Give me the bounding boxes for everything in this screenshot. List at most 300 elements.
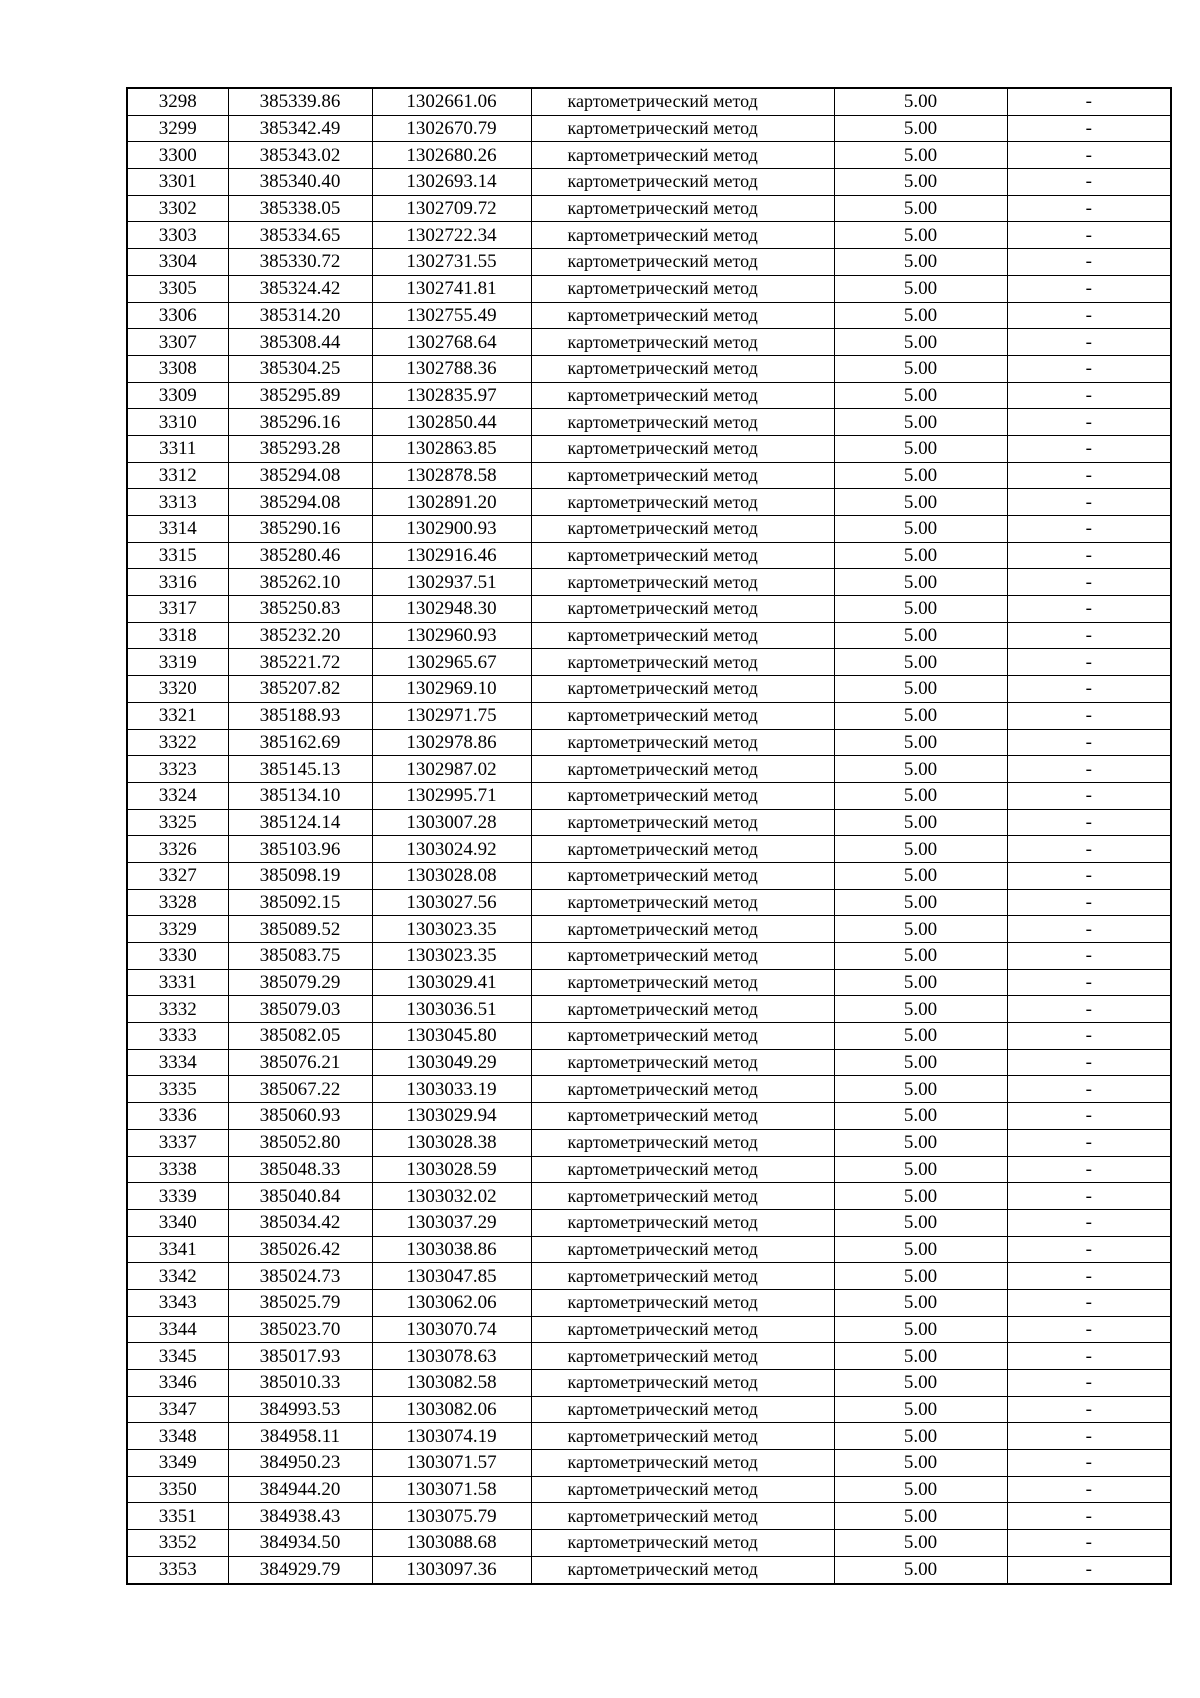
method-cell: картометрический метод — [531, 1450, 834, 1477]
y-coordinate-cell: 1303029.94 — [372, 1103, 531, 1130]
y-coordinate-cell: 1302916.46 — [372, 542, 531, 569]
method-cell: картометрический метод — [531, 809, 834, 836]
point-number-cell: 3310 — [127, 409, 228, 436]
table-row — [127, 489, 1171, 516]
accuracy-cell: 5.00 — [834, 1236, 1007, 1263]
x-coordinate-cell: 385067.22 — [228, 1076, 372, 1103]
method-cell: картометрический метод — [531, 355, 834, 382]
table-row — [127, 889, 1171, 916]
method-cell: картометрический метод — [531, 569, 834, 596]
method-cell: картометрический метод — [531, 462, 834, 489]
method-cell: картометрический метод — [531, 409, 834, 436]
point-number-cell: 3319 — [127, 649, 228, 676]
table-row — [127, 542, 1171, 569]
x-coordinate-cell: 385295.89 — [228, 382, 372, 409]
method-cell: картометрический метод — [531, 1476, 834, 1503]
point-number-cell: 3350 — [127, 1476, 228, 1503]
x-coordinate-cell: 385262.10 — [228, 569, 372, 596]
x-coordinate-cell: 385338.05 — [228, 195, 372, 222]
accuracy-cell: 5.00 — [834, 1289, 1007, 1316]
x-coordinate-cell: 385092.15 — [228, 889, 372, 916]
description-cell: - — [1007, 1103, 1171, 1130]
point-number-cell: 3326 — [127, 836, 228, 863]
y-coordinate-cell: 1302978.86 — [372, 729, 531, 756]
y-coordinate-cell: 1302969.10 — [372, 676, 531, 703]
table-row — [127, 622, 1171, 649]
table-row — [127, 1289, 1171, 1316]
coordinates-table — [126, 87, 1172, 1585]
x-coordinate-cell: 385188.93 — [228, 702, 372, 729]
table-row — [127, 1530, 1171, 1557]
accuracy-cell: 5.00 — [834, 943, 1007, 970]
description-cell: - — [1007, 516, 1171, 543]
method-cell: картометрический метод — [531, 969, 834, 996]
point-number-cell: 3339 — [127, 1183, 228, 1210]
x-coordinate-cell: 385076.21 — [228, 1049, 372, 1076]
accuracy-cell: 5.00 — [834, 1156, 1007, 1183]
y-coordinate-cell: 1303023.35 — [372, 943, 531, 970]
accuracy-cell: 5.00 — [834, 1503, 1007, 1530]
point-number-cell: 3323 — [127, 756, 228, 783]
accuracy-cell: 5.00 — [834, 996, 1007, 1023]
table-row — [127, 569, 1171, 596]
accuracy-cell: 5.00 — [834, 222, 1007, 249]
y-coordinate-cell: 1303049.29 — [372, 1049, 531, 1076]
description-cell: - — [1007, 729, 1171, 756]
y-coordinate-cell: 1302891.20 — [372, 489, 531, 516]
table-row — [127, 969, 1171, 996]
method-cell: картометрический метод — [531, 676, 834, 703]
table-row — [127, 649, 1171, 676]
point-number-cell: 3342 — [127, 1263, 228, 1290]
description-cell: - — [1007, 195, 1171, 222]
table-row — [127, 329, 1171, 356]
point-number-cell: 3330 — [127, 943, 228, 970]
accuracy-cell: 5.00 — [834, 862, 1007, 889]
method-cell: картометрический метод — [531, 1183, 834, 1210]
y-coordinate-cell: 1302960.93 — [372, 622, 531, 649]
description-cell: - — [1007, 169, 1171, 196]
x-coordinate-cell: 384950.23 — [228, 1450, 372, 1477]
method-cell: картометрический метод — [531, 275, 834, 302]
x-coordinate-cell: 385060.93 — [228, 1103, 372, 1130]
accuracy-cell: 5.00 — [834, 435, 1007, 462]
x-coordinate-cell: 384938.43 — [228, 1503, 372, 1530]
method-cell: картометрический метод — [531, 195, 834, 222]
method-cell: картометрический метод — [531, 649, 834, 676]
table-row — [127, 462, 1171, 489]
method-cell: картометрический метод — [531, 889, 834, 916]
y-coordinate-cell: 1303097.36 — [372, 1556, 531, 1583]
table-row — [127, 1370, 1171, 1397]
x-coordinate-cell: 384958.11 — [228, 1423, 372, 1450]
description-cell: - — [1007, 862, 1171, 889]
table-row — [127, 1183, 1171, 1210]
method-cell: картометрический метод — [531, 542, 834, 569]
method-cell: картометрический метод — [531, 1263, 834, 1290]
description-cell: - — [1007, 1423, 1171, 1450]
y-coordinate-cell: 1303007.28 — [372, 809, 531, 836]
accuracy-cell: 5.00 — [834, 1076, 1007, 1103]
description-cell: - — [1007, 1236, 1171, 1263]
accuracy-cell: 5.00 — [834, 115, 1007, 142]
x-coordinate-cell: 385294.08 — [228, 489, 372, 516]
point-number-cell: 3325 — [127, 809, 228, 836]
y-coordinate-cell: 1302863.85 — [372, 435, 531, 462]
table-row — [127, 1343, 1171, 1370]
method-cell: картометрический метод — [531, 1530, 834, 1557]
description-cell: - — [1007, 676, 1171, 703]
point-number-cell: 3317 — [127, 596, 228, 623]
description-cell: - — [1007, 1023, 1171, 1050]
y-coordinate-cell: 1302788.36 — [372, 355, 531, 382]
x-coordinate-cell: 385314.20 — [228, 302, 372, 329]
point-number-cell: 3313 — [127, 489, 228, 516]
x-coordinate-cell: 385339.86 — [228, 88, 372, 115]
coordinates-table-body — [127, 88, 1171, 1584]
x-coordinate-cell: 385103.96 — [228, 836, 372, 863]
method-cell: картометрический метод — [531, 1370, 834, 1397]
x-coordinate-cell: 385079.29 — [228, 969, 372, 996]
description-cell: - — [1007, 889, 1171, 916]
accuracy-cell: 5.00 — [834, 542, 1007, 569]
accuracy-cell: 5.00 — [834, 489, 1007, 516]
y-coordinate-cell: 1303036.51 — [372, 996, 531, 1023]
description-cell: - — [1007, 489, 1171, 516]
table-row — [127, 1556, 1171, 1583]
description-cell: - — [1007, 836, 1171, 863]
table-row — [127, 1103, 1171, 1130]
table-row — [127, 355, 1171, 382]
method-cell: картометрический метод — [531, 1023, 834, 1050]
method-cell: картометрический метод — [531, 1289, 834, 1316]
x-coordinate-cell: 385124.14 — [228, 809, 372, 836]
x-coordinate-cell: 385250.83 — [228, 596, 372, 623]
x-coordinate-cell: 385079.03 — [228, 996, 372, 1023]
description-cell: - — [1007, 409, 1171, 436]
table-row — [127, 862, 1171, 889]
method-cell: картометрический метод — [531, 222, 834, 249]
x-coordinate-cell: 385017.93 — [228, 1343, 372, 1370]
y-coordinate-cell: 1303088.68 — [372, 1530, 531, 1557]
point-number-cell: 3324 — [127, 782, 228, 809]
point-number-cell: 3349 — [127, 1450, 228, 1477]
table-row — [127, 1129, 1171, 1156]
accuracy-cell: 5.00 — [834, 516, 1007, 543]
x-coordinate-cell: 385089.52 — [228, 916, 372, 943]
y-coordinate-cell: 1302670.79 — [372, 115, 531, 142]
description-cell: - — [1007, 1396, 1171, 1423]
y-coordinate-cell: 1303033.19 — [372, 1076, 531, 1103]
method-cell: картометрический метод — [531, 1236, 834, 1263]
description-cell: - — [1007, 622, 1171, 649]
y-coordinate-cell: 1303062.06 — [372, 1289, 531, 1316]
y-coordinate-cell: 1302900.93 — [372, 516, 531, 543]
method-cell: картометрический метод — [531, 702, 834, 729]
point-number-cell: 3333 — [127, 1023, 228, 1050]
description-cell: - — [1007, 275, 1171, 302]
point-number-cell: 3353 — [127, 1556, 228, 1583]
x-coordinate-cell: 385052.80 — [228, 1129, 372, 1156]
point-number-cell: 3331 — [127, 969, 228, 996]
table-row — [127, 169, 1171, 196]
table-row — [127, 516, 1171, 543]
accuracy-cell: 5.00 — [834, 1209, 1007, 1236]
y-coordinate-cell: 1302722.34 — [372, 222, 531, 249]
y-coordinate-cell: 1303071.58 — [372, 1476, 531, 1503]
accuracy-cell: 5.00 — [834, 462, 1007, 489]
accuracy-cell: 5.00 — [834, 676, 1007, 703]
table-row — [127, 702, 1171, 729]
table-row — [127, 1396, 1171, 1423]
accuracy-cell: 5.00 — [834, 1396, 1007, 1423]
point-number-cell: 3336 — [127, 1103, 228, 1130]
x-coordinate-cell: 384934.50 — [228, 1530, 372, 1557]
x-coordinate-cell: 385082.05 — [228, 1023, 372, 1050]
accuracy-cell: 5.00 — [834, 1183, 1007, 1210]
accuracy-cell: 5.00 — [834, 622, 1007, 649]
description-cell: - — [1007, 1343, 1171, 1370]
table-row — [127, 596, 1171, 623]
accuracy-cell: 5.00 — [834, 355, 1007, 382]
table-row — [127, 1049, 1171, 1076]
y-coordinate-cell: 1302731.55 — [372, 249, 531, 276]
accuracy-cell: 5.00 — [834, 1476, 1007, 1503]
description-cell: - — [1007, 222, 1171, 249]
accuracy-cell: 5.00 — [834, 756, 1007, 783]
y-coordinate-cell: 1302755.49 — [372, 302, 531, 329]
accuracy-cell: 5.00 — [834, 1023, 1007, 1050]
y-coordinate-cell: 1303082.58 — [372, 1370, 531, 1397]
x-coordinate-cell: 385024.73 — [228, 1263, 372, 1290]
x-coordinate-cell: 384929.79 — [228, 1556, 372, 1583]
y-coordinate-cell: 1303032.02 — [372, 1183, 531, 1210]
x-coordinate-cell: 385010.33 — [228, 1370, 372, 1397]
table-row — [127, 1476, 1171, 1503]
method-cell: картометрический метод — [531, 862, 834, 889]
y-coordinate-cell: 1302680.26 — [372, 142, 531, 169]
y-coordinate-cell: 1302661.06 — [372, 88, 531, 115]
point-number-cell: 3327 — [127, 862, 228, 889]
x-coordinate-cell: 385342.49 — [228, 115, 372, 142]
description-cell: - — [1007, 596, 1171, 623]
method-cell: картометрический метод — [531, 115, 834, 142]
point-number-cell: 3302 — [127, 195, 228, 222]
accuracy-cell: 5.00 — [834, 195, 1007, 222]
accuracy-cell: 5.00 — [834, 702, 1007, 729]
method-cell: картометрический метод — [531, 943, 834, 970]
accuracy-cell: 5.00 — [834, 782, 1007, 809]
table-row — [127, 115, 1171, 142]
x-coordinate-cell: 385025.79 — [228, 1289, 372, 1316]
description-cell: - — [1007, 1209, 1171, 1236]
accuracy-cell: 5.00 — [834, 1103, 1007, 1130]
point-number-cell: 3316 — [127, 569, 228, 596]
point-number-cell: 3345 — [127, 1343, 228, 1370]
description-cell: - — [1007, 435, 1171, 462]
description-cell: - — [1007, 1129, 1171, 1156]
y-coordinate-cell: 1303023.35 — [372, 916, 531, 943]
accuracy-cell: 5.00 — [834, 275, 1007, 302]
accuracy-cell: 5.00 — [834, 382, 1007, 409]
x-coordinate-cell: 385308.44 — [228, 329, 372, 356]
accuracy-cell: 5.00 — [834, 889, 1007, 916]
x-coordinate-cell: 385290.16 — [228, 516, 372, 543]
x-coordinate-cell: 385040.84 — [228, 1183, 372, 1210]
point-number-cell: 3340 — [127, 1209, 228, 1236]
y-coordinate-cell: 1302741.81 — [372, 275, 531, 302]
method-cell: картометрический метод — [531, 1503, 834, 1530]
x-coordinate-cell: 385324.42 — [228, 275, 372, 302]
point-number-cell: 3304 — [127, 249, 228, 276]
accuracy-cell: 5.00 — [834, 1343, 1007, 1370]
y-coordinate-cell: 1302850.44 — [372, 409, 531, 436]
method-cell: картометрический метод — [531, 1049, 834, 1076]
accuracy-cell: 5.00 — [834, 249, 1007, 276]
x-coordinate-cell: 385034.42 — [228, 1209, 372, 1236]
y-coordinate-cell: 1303075.79 — [372, 1503, 531, 1530]
y-coordinate-cell: 1303028.59 — [372, 1156, 531, 1183]
table-row — [127, 435, 1171, 462]
description-cell: - — [1007, 916, 1171, 943]
accuracy-cell: 5.00 — [834, 1556, 1007, 1583]
table-row — [127, 1156, 1171, 1183]
point-number-cell: 3320 — [127, 676, 228, 703]
point-number-cell: 3311 — [127, 435, 228, 462]
method-cell: картометрический метод — [531, 382, 834, 409]
point-number-cell: 3352 — [127, 1530, 228, 1557]
description-cell: - — [1007, 1370, 1171, 1397]
y-coordinate-cell: 1303045.80 — [372, 1023, 531, 1050]
point-number-cell: 3348 — [127, 1423, 228, 1450]
point-number-cell: 3305 — [127, 275, 228, 302]
x-coordinate-cell: 385334.65 — [228, 222, 372, 249]
description-cell: - — [1007, 115, 1171, 142]
method-cell: картометрический метод — [531, 756, 834, 783]
y-coordinate-cell: 1303024.92 — [372, 836, 531, 863]
x-coordinate-cell: 385232.20 — [228, 622, 372, 649]
method-cell: картометрический метод — [531, 1103, 834, 1130]
y-coordinate-cell: 1302987.02 — [372, 756, 531, 783]
y-coordinate-cell: 1302835.97 — [372, 382, 531, 409]
accuracy-cell: 5.00 — [834, 88, 1007, 115]
point-number-cell: 3338 — [127, 1156, 228, 1183]
accuracy-cell: 5.00 — [834, 142, 1007, 169]
table-row — [127, 275, 1171, 302]
description-cell: - — [1007, 88, 1171, 115]
table-row — [127, 809, 1171, 836]
method-cell: картометрический метод — [531, 836, 834, 863]
point-number-cell: 3334 — [127, 1049, 228, 1076]
description-cell: - — [1007, 782, 1171, 809]
y-coordinate-cell: 1303070.74 — [372, 1316, 531, 1343]
accuracy-cell: 5.00 — [834, 169, 1007, 196]
accuracy-cell: 5.00 — [834, 569, 1007, 596]
table-row — [127, 1209, 1171, 1236]
x-coordinate-cell: 385145.13 — [228, 756, 372, 783]
y-coordinate-cell: 1303078.63 — [372, 1343, 531, 1370]
y-coordinate-cell: 1302937.51 — [372, 569, 531, 596]
accuracy-cell: 5.00 — [834, 1450, 1007, 1477]
y-coordinate-cell: 1303047.85 — [372, 1263, 531, 1290]
method-cell: картометрический метод — [531, 1316, 834, 1343]
point-number-cell: 3318 — [127, 622, 228, 649]
x-coordinate-cell: 385162.69 — [228, 729, 372, 756]
table-row — [127, 302, 1171, 329]
table-row — [127, 1423, 1171, 1450]
point-number-cell: 3307 — [127, 329, 228, 356]
x-coordinate-cell: 385340.40 — [228, 169, 372, 196]
method-cell: картометрический метод — [531, 435, 834, 462]
description-cell: - — [1007, 969, 1171, 996]
point-number-cell: 3346 — [127, 1370, 228, 1397]
y-coordinate-cell: 1303082.06 — [372, 1396, 531, 1423]
x-coordinate-cell: 385048.33 — [228, 1156, 372, 1183]
description-cell: - — [1007, 1476, 1171, 1503]
accuracy-cell: 5.00 — [834, 809, 1007, 836]
point-number-cell: 3299 — [127, 115, 228, 142]
y-coordinate-cell: 1302948.30 — [372, 596, 531, 623]
y-coordinate-cell: 1303028.38 — [372, 1129, 531, 1156]
accuracy-cell: 5.00 — [834, 302, 1007, 329]
description-cell: - — [1007, 756, 1171, 783]
table-row — [127, 1263, 1171, 1290]
description-cell: - — [1007, 542, 1171, 569]
y-coordinate-cell: 1302971.75 — [372, 702, 531, 729]
table-row — [127, 836, 1171, 863]
point-number-cell: 3343 — [127, 1289, 228, 1316]
x-coordinate-cell: 385296.16 — [228, 409, 372, 436]
table-row — [127, 409, 1171, 436]
y-coordinate-cell: 1303028.08 — [372, 862, 531, 889]
method-cell: картометрический метод — [531, 1396, 834, 1423]
description-cell: - — [1007, 1503, 1171, 1530]
table-row — [127, 996, 1171, 1023]
x-coordinate-cell: 385343.02 — [228, 142, 372, 169]
x-coordinate-cell: 385207.82 — [228, 676, 372, 703]
point-number-cell: 3335 — [127, 1076, 228, 1103]
accuracy-cell: 5.00 — [834, 1423, 1007, 1450]
table-row — [127, 142, 1171, 169]
table-row — [127, 88, 1171, 115]
description-cell: - — [1007, 382, 1171, 409]
table-row — [127, 249, 1171, 276]
method-cell: картометрический метод — [531, 1423, 834, 1450]
table-row — [127, 1503, 1171, 1530]
table-row — [127, 756, 1171, 783]
method-cell: картометрический метод — [531, 782, 834, 809]
x-coordinate-cell: 385221.72 — [228, 649, 372, 676]
description-cell: - — [1007, 996, 1171, 1023]
method-cell: картометрический метод — [531, 1556, 834, 1583]
method-cell: картометрический метод — [531, 996, 834, 1023]
method-cell: картометрический метод — [531, 88, 834, 115]
method-cell: картометрический метод — [531, 142, 834, 169]
point-number-cell: 3321 — [127, 702, 228, 729]
description-cell: - — [1007, 1289, 1171, 1316]
x-coordinate-cell: 385023.70 — [228, 1316, 372, 1343]
accuracy-cell: 5.00 — [834, 1370, 1007, 1397]
method-cell: картометрический метод — [531, 329, 834, 356]
description-cell: - — [1007, 1450, 1171, 1477]
description-cell: - — [1007, 1316, 1171, 1343]
point-number-cell: 3308 — [127, 355, 228, 382]
method-cell: картометрический метод — [531, 516, 834, 543]
y-coordinate-cell: 1302768.64 — [372, 329, 531, 356]
accuracy-cell: 5.00 — [834, 1129, 1007, 1156]
point-number-cell: 3309 — [127, 382, 228, 409]
accuracy-cell: 5.00 — [834, 1530, 1007, 1557]
